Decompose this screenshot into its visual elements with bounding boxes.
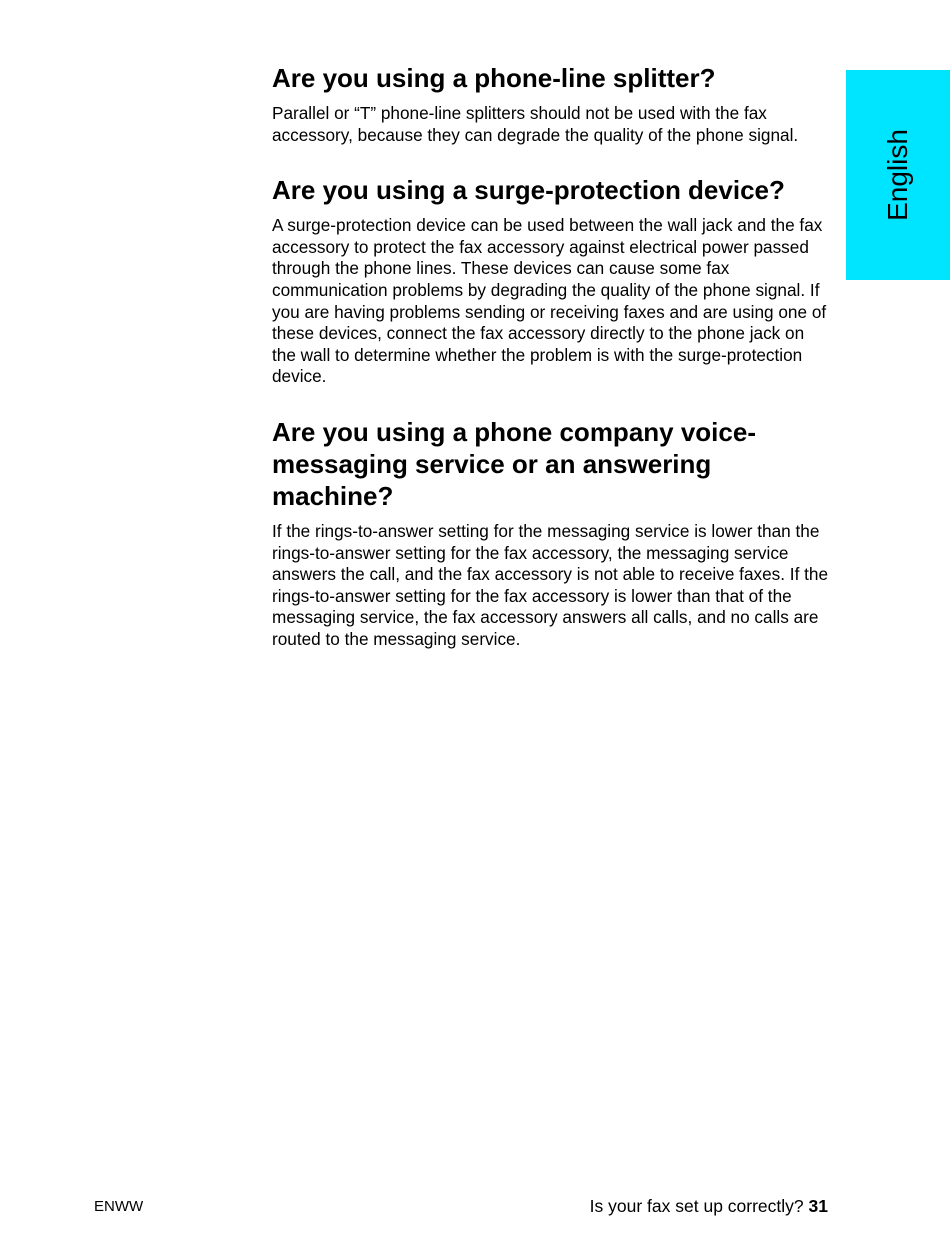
main-content [272,62,832,651]
section-heading: Are you using a phone company voice-messaging service or an answering machine? [272,416,756,511]
section-body: If the rings-to-answer setting for the messaging service is lower than the rings-to-answer setting for the fax accessory, the messaging service answers the call, and the fax accessory is not able to receive faxes. If the rings-to-answer setting for the fax accessory is lower than that of the messaging service, the fax accessory answers all calls, and no calls are routed to the messaging service. [272,520,829,649]
language-tab-label: English [882,129,913,221]
language-tab [846,70,950,280]
page-number: 31 [808,1196,828,1216]
section-body: A surge-protection device can be used between the wall jack and the fax accessory to protect the fax accessory against electrical power passed through the phone lines. These devices can cause some fax communication problems by degrading the quality of the phone signal. If you are having problems sending or receiving faxes and are using one of these devices, connect the fax accessory directly to the phone jack on the wall to determine whether the problem is with the surge-protection device. [272,215,827,387]
section-surge-protection [272,174,832,388]
footer-locale-code: ENWW [94,1198,144,1215]
section-heading: Are you using a surge-protection device? [272,175,785,206]
section-voice-messaging [272,416,832,651]
footer-chapter-title: Is your fax set up correctly? [589,1196,804,1216]
section-heading: Are you using a phone-line splitter? [272,63,716,93]
footer-running-title [590,1196,828,1217]
section-body: Parallel or “T” phone-line splitters should not be used with the fax accessory, because they can degrade the quality of the phone signal. [272,103,799,145]
section-phone-line-splitter [272,62,832,146]
